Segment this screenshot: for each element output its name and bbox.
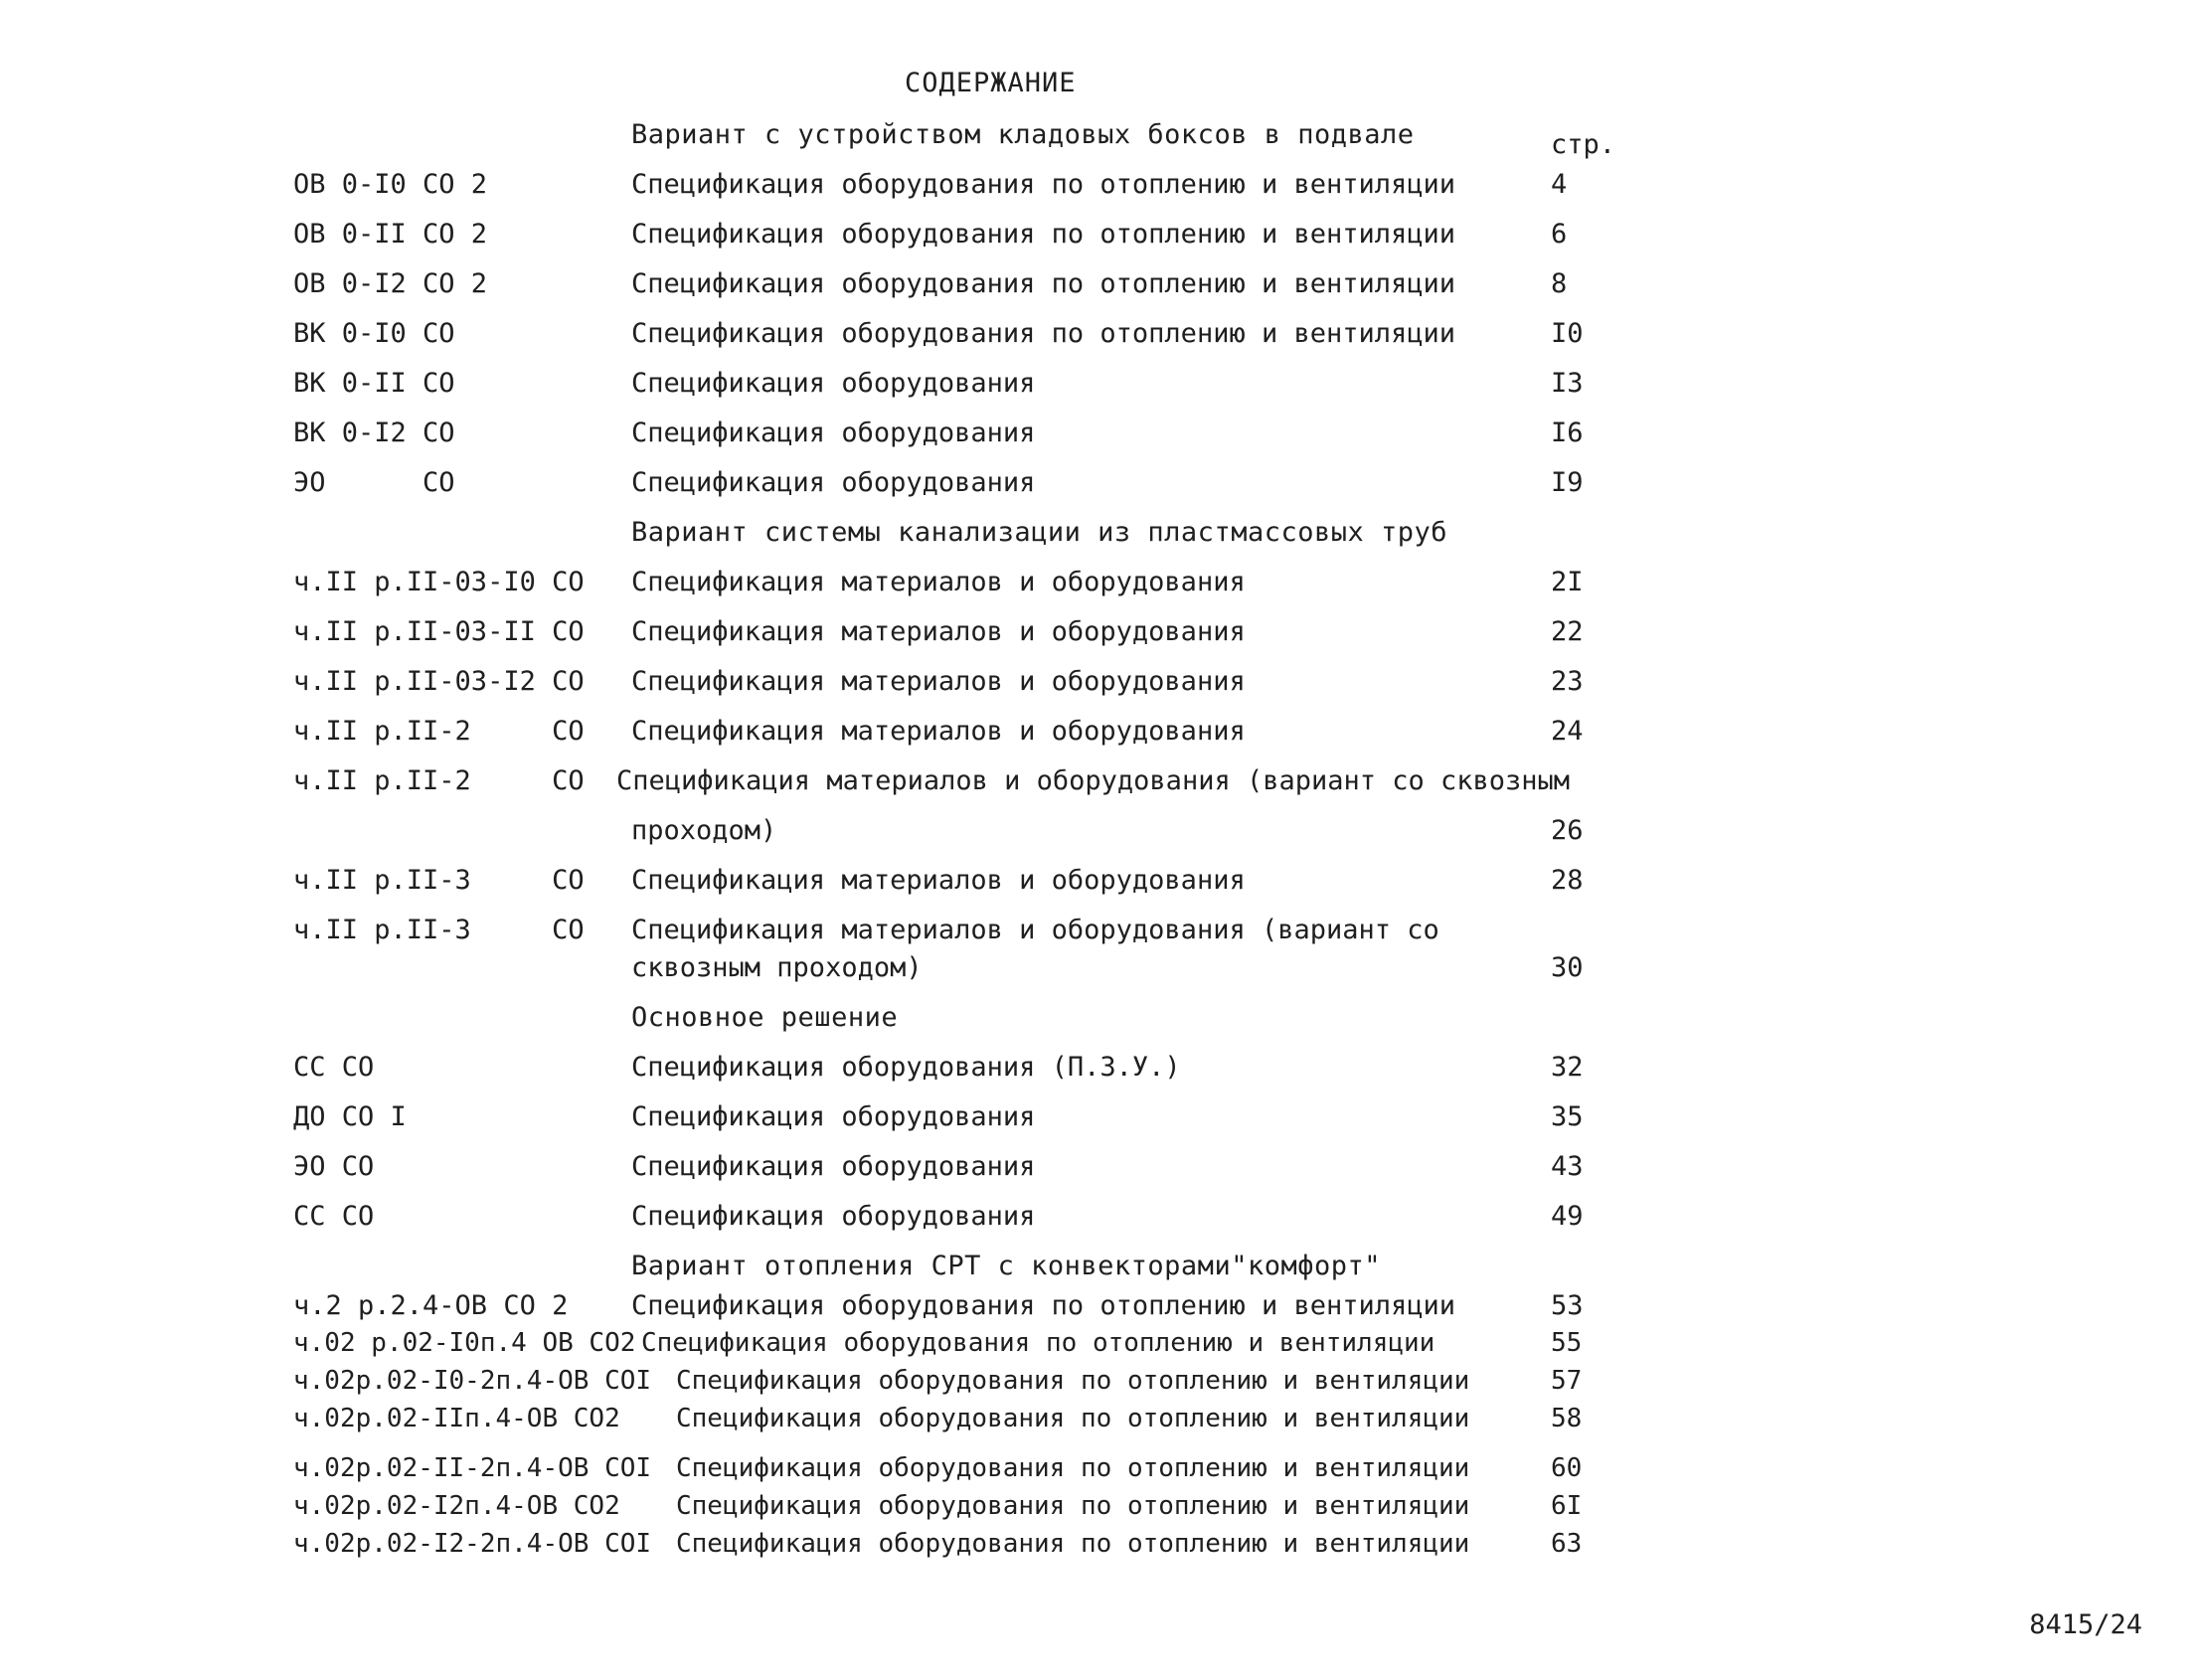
page-number: 23 — [1551, 666, 1584, 697]
doc-description: Спецификация оборудования — [631, 467, 1036, 498]
doc-description: Спецификация оборудования — [631, 1151, 1036, 1182]
toc-row — [0, 1290, 2197, 1330]
page-number: I6 — [1551, 418, 1584, 448]
page-number: 2I — [1551, 567, 1584, 597]
page-number: 6I — [1551, 1491, 1583, 1521]
page-number: 57 — [1551, 1366, 1583, 1396]
doc-code: СС СО — [293, 1201, 375, 1232]
page-number: 24 — [1551, 716, 1584, 747]
doc-code: ОВ 0-I2 СО 2 — [293, 268, 488, 299]
toc-row — [0, 467, 2197, 507]
page-number: I9 — [1551, 467, 1584, 498]
doc-description: Спецификация оборудования по отоплению и вентиляции — [631, 318, 1456, 349]
doc-code: ч.2 р.2.4-ОВ СО 2 — [293, 1290, 569, 1321]
toc-row — [0, 1366, 2197, 1406]
section-heading: Вариант отопления СРТ с конвекторами"комфорт" — [631, 1251, 1381, 1281]
doc-description: Спецификация оборудования — [631, 418, 1036, 448]
toc-row — [0, 1201, 2197, 1241]
doc-description: Спецификация материалов и оборудования — [631, 666, 1246, 697]
page-number: 58 — [1551, 1404, 1583, 1433]
doc-code: ч.II р.II-2 СО — [293, 765, 585, 796]
toc-row — [0, 1453, 2197, 1493]
document-id: 8415/24 — [2029, 1609, 2142, 1640]
page-number: 49 — [1551, 1201, 1584, 1232]
doc-code: ЭО СО — [293, 467, 455, 498]
toc-row — [0, 1404, 2197, 1443]
doc-code: ч.II р.II-2 СО — [293, 716, 585, 747]
toc-row — [0, 716, 2197, 756]
doc-description: Спецификация оборудования по отоплению и вентиляции — [676, 1529, 1470, 1559]
doc-code: ч.II р.II-03-I0 СО — [293, 567, 585, 597]
doc-code: ч.02 р.02-I0п.4 ОВ СО2 — [293, 1328, 636, 1358]
toc-row — [0, 318, 2197, 358]
doc-description: Спецификация оборудования — [631, 368, 1036, 399]
page-number: 22 — [1551, 616, 1584, 647]
doc-code: ч.II р.II-03-II СО — [293, 616, 585, 647]
toc-row — [0, 1529, 2197, 1569]
section-heading: Основное решение — [631, 1002, 899, 1033]
doc-description: Спецификация оборудования по отоплению и вентиляции — [631, 268, 1456, 299]
page-number: 63 — [1551, 1529, 1583, 1559]
doc-description: Спецификация материалов и оборудования — [631, 716, 1246, 747]
page-number: 60 — [1551, 1453, 1583, 1483]
doc-description: Спецификация оборудования (П.З.У.) — [631, 1052, 1181, 1083]
page-number: 55 — [1551, 1328, 1583, 1358]
doc-code: ч.02р.02-I2п.4-ОВ СО2 — [293, 1491, 620, 1521]
doc-description: Спецификация оборудования — [631, 1101, 1036, 1132]
toc-row — [0, 1101, 2197, 1141]
doc-code: ч.02р.02-I2-2п.4-ОВ СОI — [293, 1529, 652, 1559]
doc-description: Спецификация оборудования по отоплению и вентиляции — [676, 1491, 1470, 1521]
page-number: 26 — [1551, 815, 1584, 846]
section-heading: Вариант системы канализации из пластмассовых труб — [631, 517, 1448, 548]
doc-description: Спецификация оборудования по отоплению и вентиляции — [631, 219, 1456, 250]
toc-row — [0, 915, 2197, 954]
page-number: I0 — [1551, 318, 1584, 349]
doc-description-continuation: сквозным проходом) — [631, 952, 923, 983]
doc-description: Спецификация оборудования по отоплению и вентиляции — [641, 1328, 1436, 1358]
section-heading: Вариант с устройством кладовых боксов в подвале — [631, 119, 1415, 150]
page-number: 6 — [1551, 219, 1568, 250]
toc-row — [0, 169, 2197, 209]
page-number: I3 — [1551, 368, 1584, 399]
toc-row — [0, 368, 2197, 408]
doc-description: Спецификация материалов и оборудования (вариант со — [631, 915, 1439, 945]
doc-code: ч.02р.02-I0-2п.4-ОВ СОI — [293, 1366, 652, 1396]
doc-code: ОВ 0-II СО 2 — [293, 219, 488, 250]
doc-code: СС СО — [293, 1052, 375, 1083]
page-number: 8 — [1551, 268, 1568, 299]
page-number: 35 — [1551, 1101, 1584, 1132]
toc-row — [0, 1151, 2197, 1191]
doc-code: ч.II р.II-3 СО — [293, 865, 585, 896]
toc-row — [0, 865, 2197, 905]
toc-row — [0, 616, 2197, 656]
toc-row — [0, 268, 2197, 308]
doc-description: Спецификация оборудования по отоплению и вентиляции — [631, 1290, 1456, 1321]
toc-row — [0, 418, 2197, 457]
doc-description: Спецификация материалов и оборудования — [631, 865, 1246, 896]
toc-row — [0, 765, 2197, 805]
toc-row — [0, 1328, 2197, 1368]
doc-code: ч.02р.02-IIп.4-ОВ СО2 — [293, 1404, 620, 1433]
toc-row — [0, 1491, 2197, 1531]
doc-code: ВК 0-I2 СО — [293, 418, 455, 448]
doc-description: Спецификация материалов и оборудования — [631, 567, 1246, 597]
doc-code: ВК 0-I0 СО — [293, 318, 455, 349]
doc-code: ч.02р.02-II-2п.4-ОВ СОI — [293, 1453, 652, 1483]
page-number: 43 — [1551, 1151, 1584, 1182]
doc-description-continuation: проходом) — [631, 815, 777, 846]
toc-row — [0, 1052, 2197, 1092]
doc-code: ч.II р.II-3 СО — [293, 915, 585, 945]
page-number: 4 — [1551, 169, 1568, 200]
doc-code: ВК 0-II СО — [293, 368, 455, 399]
toc-row — [0, 219, 2197, 258]
doc-description: Спецификация оборудования по отоплению и вентиляции — [676, 1404, 1470, 1433]
doc-description: Спецификация материалов и оборудования — [631, 616, 1246, 647]
toc-row — [0, 666, 2197, 706]
doc-code: ч.II р.II-03-I2 СО — [293, 666, 585, 697]
doc-description: Спецификация материалов и оборудования (вариант со сквозным — [616, 765, 1571, 796]
doc-description: Спецификация оборудования — [631, 1201, 1036, 1232]
doc-code: ОВ 0-I0 СО 2 — [293, 169, 488, 200]
doc-code: ЭО СО — [293, 1151, 375, 1182]
page-column-header: стр. — [1551, 129, 1616, 160]
page-title: СОДЕРЖАНИЕ — [905, 68, 1077, 98]
doc-description: Спецификация оборудования по отоплению и вентиляции — [631, 169, 1456, 200]
doc-description: Спецификация оборудования по отоплению и вентиляции — [676, 1366, 1470, 1396]
toc-row — [0, 567, 2197, 606]
page-number: 53 — [1551, 1290, 1584, 1321]
page-number: 32 — [1551, 1052, 1584, 1083]
page-number: 30 — [1551, 952, 1584, 983]
page-number: 28 — [1551, 865, 1584, 896]
doc-description: Спецификация оборудования по отоплению и вентиляции — [676, 1453, 1470, 1483]
doc-code: ДО СО I — [293, 1101, 407, 1132]
